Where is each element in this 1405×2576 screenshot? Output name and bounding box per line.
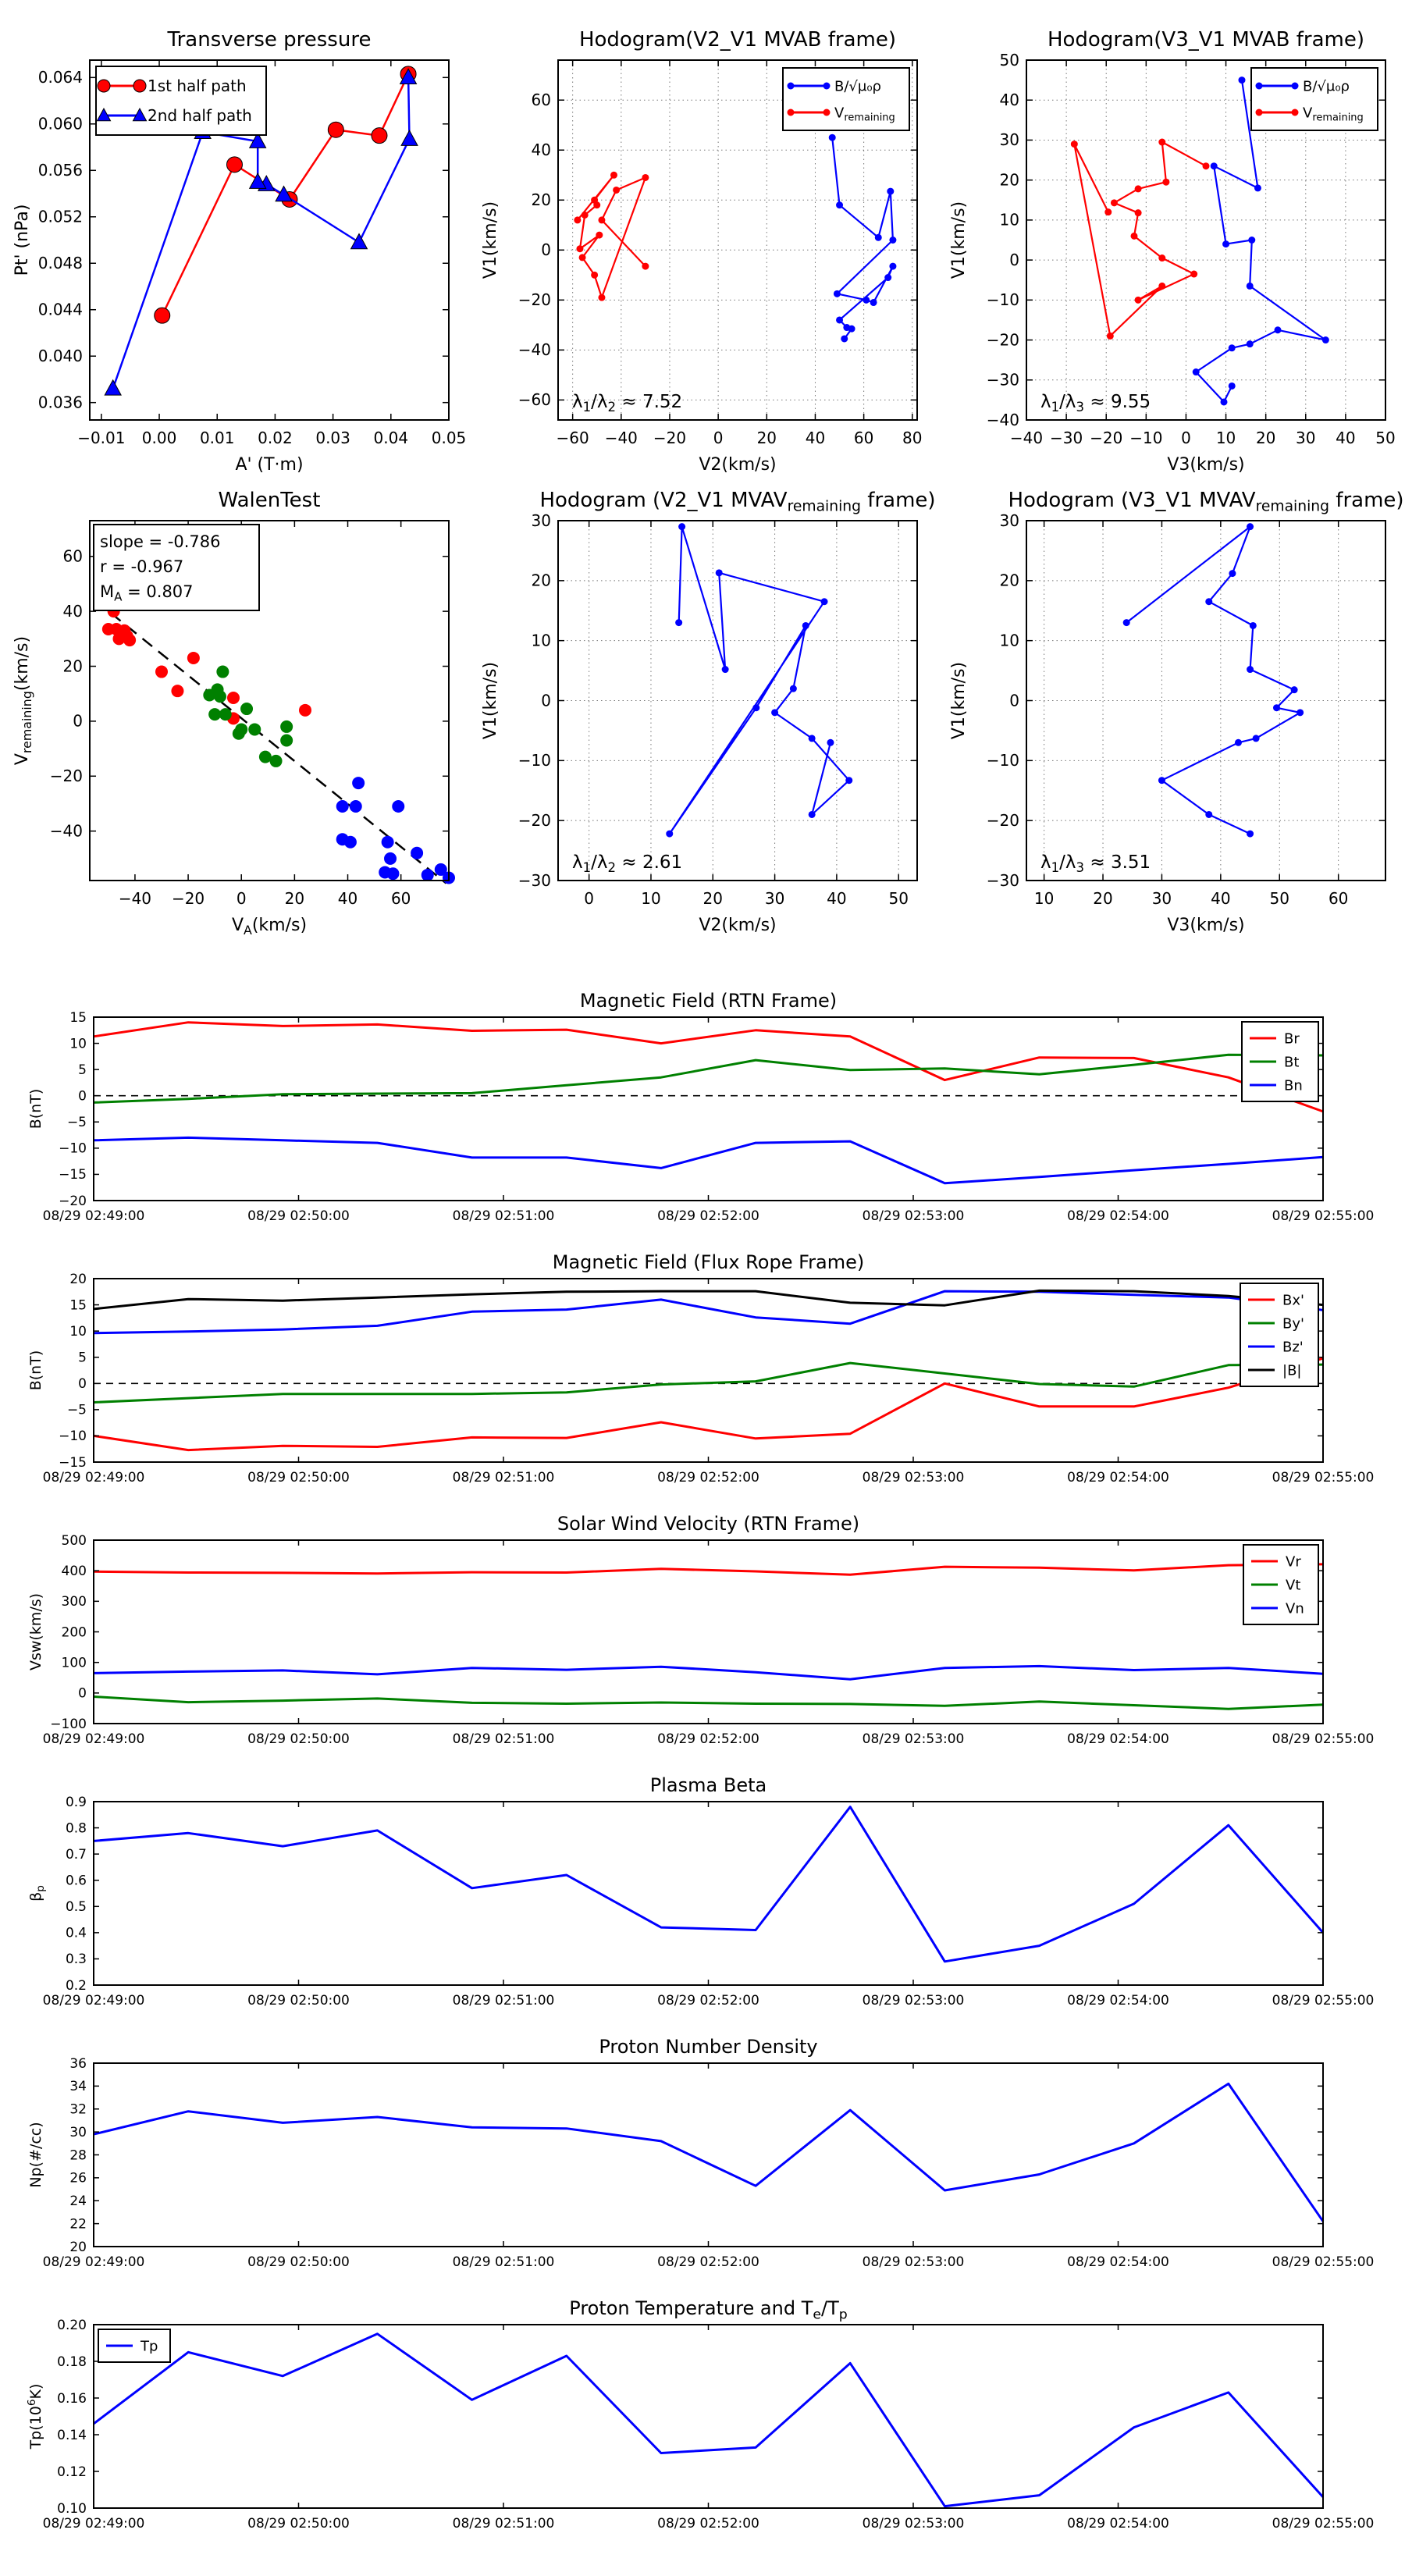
svg-text:0.056: 0.056 [37,161,83,180]
svg-text:34: 34 [69,2079,87,2095]
svg-text:Bt: Bt [1284,1054,1300,1071]
svg-text:0.02: 0.02 [258,429,293,447]
magnetic-field-flux-rope-panel [0,1241,1405,1503]
svg-text:5: 5 [78,1350,87,1366]
svg-text:10: 10 [69,1036,87,1052]
svg-text:08/29 02:51:00: 08/29 02:51:00 [452,1470,555,1485]
svg-text:A' (T·m): A' (T·m) [235,455,304,475]
svg-text:λ1/λ3 ≈ 9.55: $\lambda_1/\lambda_3 \approx 9.55$ [1040,392,1151,415]
svg-text:0.6: 0.6 [65,1873,87,1889]
svg-text:08/29 02:52:00: 08/29 02:52:00 [657,1731,759,1747]
svg-text:60: 60 [531,91,551,110]
svg-text:V3(km/s): V3(km/s) [1167,916,1245,935]
svg-text:50: 50 [888,889,909,908]
svg-text:0.05: 0.05 [431,429,467,447]
svg-text:30: 30 [69,2124,87,2140]
svg-text:Vr: Vr [1286,1553,1301,1571]
svg-text:20: 20 [69,2239,87,2255]
hodogram-v3v1-mvab-plot [937,12,1405,475]
proton-number-density-panel [0,2026,1405,2287]
svg-text:Bn: Bn [1284,1077,1303,1094]
svg-text:−20: −20 [1090,429,1123,447]
hodogram-v3v1-mvav-plot [937,472,1405,935]
svg-text:−30: −30 [518,870,551,890]
svg-text:36: 36 [69,2055,87,2072]
svg-text:−10: −10 [59,1429,87,1445]
svg-text:Magnetic Field (Flux Rope Fram: Magnetic Field (Flux Rope Frame) [552,1251,865,1273]
svg-text:WalenTest: WalenTest [218,489,321,512]
svg-text:08/29 02:49:00: 08/29 02:49:00 [42,1470,145,1485]
svg-text:30: 30 [1151,889,1172,908]
magnetic-field-rtn-panel [0,980,1405,1241]
svg-text:V1(km/s): V1(km/s) [949,661,969,740]
svg-text:22: 22 [69,2216,87,2233]
svg-text:−60: −60 [518,390,551,410]
svg-text:VA(km/s): $V_A(km/s)$ [231,916,308,938]
svg-text:20: 20 [531,190,551,210]
svg-text:Tp: Tp [140,2338,158,2355]
svg-text:−40: −40 [986,410,1019,429]
svg-text:40: 40 [827,889,847,908]
svg-text:60: 60 [853,429,874,447]
svg-text:20: 20 [62,656,83,676]
svg-text:20: 20 [1093,889,1113,908]
svg-text:0: 0 [78,1088,87,1105]
svg-text:−40: −40 [518,340,551,360]
svg-text:60: 60 [1328,889,1349,908]
hodogram-v2v1-mvav-plot [468,472,937,935]
svg-text:Vremaining(km/s): $V_{remaining}(km/s)$ [12,635,34,766]
svg-text:20: 20 [531,571,551,590]
svg-text:−10: −10 [59,1140,87,1157]
svg-text:20: 20 [1255,429,1276,447]
svg-text:βp: $\beta_p$ [27,1885,48,1902]
svg-text:Br: Br [1284,1030,1300,1048]
svg-text:08/29 02:50:00: 08/29 02:50:00 [247,1208,350,1224]
svg-text:−10: −10 [518,751,551,770]
svg-text:−40: −40 [118,889,152,908]
svg-text:0.7: 0.7 [65,1846,87,1863]
svg-text:08/29 02:52:00: 08/29 02:52:00 [657,1993,759,2008]
svg-text:08/29 02:54:00: 08/29 02:54:00 [1067,1208,1169,1224]
svg-text:−5: −5 [66,1402,87,1418]
svg-text:0.12: 0.12 [57,2464,87,2480]
svg-text:0.03: 0.03 [315,429,350,447]
svg-text:0.20: 0.20 [57,2317,87,2333]
svg-text:08/29 02:49:00: 08/29 02:49:00 [42,1993,145,2008]
svg-text:V1(km/s): V1(km/s) [481,201,500,279]
svg-text:B(nT): B(nT) [27,1350,44,1391]
svg-text:400: 400 [61,1563,87,1579]
svg-text:λ1/λ2 ≈ 2.61: $\lambda_1/\lambda_2 \approx 2.61$ [572,852,683,876]
svg-text:0: 0 [713,429,724,447]
svg-text:80: 80 [902,429,923,447]
svg-text:08/29 02:55:00: 08/29 02:55:00 [1272,2254,1375,2270]
svg-text:40: 40 [999,91,1019,110]
svg-text:Vremaining: $V_{remaining}$ [1303,105,1364,124]
svg-text:λ1/λ2 ≈ 7.52: $\lambda_1/\lambda_2 \approx 7.52$ [572,392,683,415]
svg-text:0.4: 0.4 [65,1925,87,1941]
svg-text:08/29 02:52:00: 08/29 02:52:00 [657,2254,759,2270]
svg-text:60: 60 [62,546,83,566]
svg-text:λ1/λ3 ≈ 3.51: $\lambda_1/\lambda_3 \approx 3.51$ [1040,852,1151,876]
svg-text:Transverse pressure: Transverse pressure [167,28,372,52]
svg-text:0: 0 [78,1376,87,1393]
svg-text:20: 20 [756,429,777,447]
walen-test-plot [0,472,468,938]
svg-text:30: 30 [764,889,785,908]
svg-text:0.2: 0.2 [65,1977,87,1994]
svg-text:10: 10 [531,631,551,650]
svg-text:30: 30 [999,130,1019,150]
svg-text:Vsw(km/s): Vsw(km/s) [27,1592,44,1671]
svg-text:Pt' (nPa): Pt' (nPa) [12,204,32,276]
svg-text:40: 40 [1336,429,1356,447]
svg-text:Np(#/cc): Np(#/cc) [27,2122,44,2188]
svg-text:10: 10 [1215,429,1236,447]
svg-text:0: 0 [236,889,247,908]
svg-text:40: 40 [337,889,358,908]
hodogram-v2v1-mvab-plot [468,12,937,475]
svg-text:−20: −20 [986,330,1019,350]
svg-text:V2(km/s): V2(km/s) [699,916,777,935]
svg-text:5: 5 [78,1062,87,1078]
svg-text:r = -0.967: r = -0.967 [100,557,184,576]
svg-text:10: 10 [641,889,661,908]
svg-text:Hodogram(V3_V1 MVAB frame): Hodogram(V3_V1 MVAB frame) [1047,28,1365,52]
svg-text:2nd half path: 2nd half path [148,106,252,125]
svg-text:−30: −30 [1050,429,1083,447]
svg-text:−100: −100 [50,1716,87,1732]
transverse-pressure-plot [0,12,468,475]
svg-text:100: 100 [61,1655,87,1671]
svg-text:Magnetic Field (RTN Frame): Magnetic Field (RTN Frame) [579,990,838,1012]
svg-text:30: 30 [999,511,1019,530]
svg-text:08/29 02:51:00: 08/29 02:51:00 [452,2516,555,2532]
svg-text:08/29 02:53:00: 08/29 02:53:00 [862,2254,965,2270]
svg-text:08/29 02:49:00: 08/29 02:49:00 [42,2254,145,2270]
svg-text:−0.01: −0.01 [77,429,126,447]
svg-text:0.3: 0.3 [65,1952,87,1968]
svg-text:20: 20 [999,170,1019,190]
svg-text:30: 30 [531,511,551,530]
svg-text:By': By' [1282,1315,1304,1332]
svg-text:50: 50 [999,50,1019,69]
svg-text:0.036: 0.036 [37,393,83,412]
svg-text:08/29 02:54:00: 08/29 02:54:00 [1067,1993,1169,2008]
svg-text:−10: −10 [986,290,1019,310]
svg-text:0: 0 [1009,250,1019,269]
svg-text:10: 10 [69,1323,87,1340]
svg-text:−20: −20 [653,429,687,447]
svg-text:0.01: 0.01 [199,429,235,447]
svg-text:Tp(106K): $Tp(10^6K)$ [25,2383,44,2450]
svg-text:20: 20 [284,889,305,908]
svg-text:−30: −30 [986,370,1019,390]
svg-text:−15: −15 [59,1454,87,1471]
svg-text:1st half path: 1st half path [148,76,247,95]
svg-text:08/29 02:52:00: 08/29 02:52:00 [657,1208,759,1224]
svg-text:28: 28 [69,2147,87,2164]
svg-text:20: 20 [999,571,1019,590]
svg-text:0: 0 [1009,691,1019,710]
svg-text:08/29 02:52:00: 08/29 02:52:00 [657,1470,759,1485]
svg-text:0.00: 0.00 [141,429,177,447]
svg-text:Hodogram (V3_V1 MVAVremaining: Hodogram (V3_V1 $MVAV_{remaining}$ frame) [1008,489,1404,515]
svg-text:B/√μ₀ρ: B/√μ₀ρ [834,78,881,95]
svg-text:B(nT): B(nT) [27,1088,44,1130]
svg-text:08/29 02:54:00: 08/29 02:54:00 [1067,2516,1169,2532]
svg-text:B/√μ₀ρ: B/√μ₀ρ [1303,78,1350,95]
svg-text:50: 50 [1375,429,1396,447]
svg-text:40: 40 [62,601,83,621]
svg-text:08/29 02:50:00: 08/29 02:50:00 [247,2516,350,2532]
svg-text:0: 0 [1181,429,1191,447]
svg-text:0.8: 0.8 [65,1820,87,1837]
svg-text:0.10: 0.10 [57,2500,87,2517]
svg-text:50: 50 [1269,889,1289,908]
svg-text:−20: −20 [986,810,1019,830]
svg-text:0: 0 [584,889,595,908]
svg-text:08/29 02:51:00: 08/29 02:51:00 [452,1731,555,1747]
svg-text:−10: −10 [1129,429,1163,447]
svg-text:Hodogram (V2_V1 MVAVremaining: Hodogram (V2_V1 $MVAV_{remaining}$ frame) [539,489,936,515]
svg-text:08/29 02:49:00: 08/29 02:49:00 [42,1208,145,1224]
plasma-beta-panel [0,1764,1405,2026]
svg-text:20: 20 [69,1271,87,1287]
svg-text:−20: −20 [49,767,83,786]
svg-text:15: 15 [69,1297,87,1314]
svg-text:0.060: 0.060 [37,114,83,133]
svg-text:08/29 02:52:00: 08/29 02:52:00 [657,2516,759,2532]
svg-text:08/29 02:55:00: 08/29 02:55:00 [1272,1208,1375,1224]
svg-text:−20: −20 [59,1193,87,1209]
svg-text:0.9: 0.9 [65,1794,87,1810]
svg-text:−20: −20 [518,810,551,830]
svg-text:MA = 0.807: $M_A = 0.807$ [100,582,194,604]
svg-text:Bx': Bx' [1282,1292,1304,1309]
svg-text:V3(km/s): V3(km/s) [1167,455,1245,475]
svg-text:40: 40 [1211,889,1231,908]
svg-text:V1(km/s): V1(km/s) [481,661,500,740]
svg-text:08/29 02:51:00: 08/29 02:51:00 [452,2254,555,2270]
svg-text:08/29 02:50:00: 08/29 02:50:00 [247,2254,350,2270]
svg-text:08/29 02:53:00: 08/29 02:53:00 [862,1731,965,1747]
svg-text:0.04: 0.04 [373,429,409,447]
svg-text:10: 10 [999,631,1019,650]
svg-text:0: 0 [78,1685,87,1702]
svg-text:08/29 02:55:00: 08/29 02:55:00 [1272,1470,1375,1485]
svg-text:0: 0 [541,240,551,260]
svg-text:0.18: 0.18 [57,2354,87,2370]
svg-text:10: 10 [1033,889,1055,908]
svg-text:08/29 02:50:00: 08/29 02:50:00 [247,1731,350,1747]
svg-text:08/29 02:51:00: 08/29 02:51:00 [452,1993,555,2008]
svg-text:|B|: |B| [1282,1362,1302,1379]
solar-wind-velocity-panel [0,1503,1405,1764]
svg-text:60: 60 [390,889,411,908]
svg-text:−10: −10 [986,751,1019,770]
svg-text:08/29 02:49:00: 08/29 02:49:00 [42,1731,145,1747]
svg-text:500: 500 [61,1532,87,1549]
svg-text:0.040: 0.040 [37,347,83,366]
svg-text:Proton Number Density: Proton Number Density [599,2036,818,2058]
svg-text:08/29 02:50:00: 08/29 02:50:00 [247,1470,350,1485]
svg-text:0.064: 0.064 [37,68,83,87]
svg-text:slope = -0.786: slope = -0.786 [100,532,221,551]
svg-text:08/29 02:54:00: 08/29 02:54:00 [1067,1470,1169,1485]
svg-text:08/29 02:54:00: 08/29 02:54:00 [1067,1731,1169,1747]
svg-text:08/29 02:51:00: 08/29 02:51:00 [452,1208,555,1224]
svg-text:24: 24 [69,2194,87,2210]
svg-text:08/29 02:49:00: 08/29 02:49:00 [42,2516,145,2532]
svg-text:Vn: Vn [1286,1600,1304,1617]
svg-text:30: 30 [1296,429,1316,447]
svg-text:08/29 02:55:00: 08/29 02:55:00 [1272,1731,1375,1747]
svg-text:−5: −5 [66,1115,87,1131]
svg-text:−40: −40 [49,821,83,841]
svg-text:−20: −20 [171,889,205,908]
svg-text:20: 20 [702,889,724,908]
svg-text:Plasma Beta: Plasma Beta [649,1774,767,1796]
svg-text:0.044: 0.044 [37,300,83,319]
svg-text:−40: −40 [1009,429,1044,447]
svg-text:Bz': Bz' [1282,1339,1304,1356]
svg-text:−30: −30 [986,870,1019,890]
svg-text:10: 10 [999,210,1019,229]
svg-text:08/29 02:53:00: 08/29 02:53:00 [862,1470,965,1485]
svg-text:0.5: 0.5 [65,1899,87,1916]
svg-text:0.14: 0.14 [57,2427,87,2443]
svg-text:−40: −40 [604,429,638,447]
svg-text:−60: −60 [556,429,589,447]
svg-text:26: 26 [69,2170,87,2186]
svg-text:0.052: 0.052 [37,207,83,226]
svg-text:0.16: 0.16 [57,2390,87,2407]
svg-text:300: 300 [61,1594,87,1610]
svg-text:08/29 02:55:00: 08/29 02:55:00 [1272,1993,1375,2008]
svg-text:32: 32 [69,2101,87,2118]
svg-text:V2(km/s): V2(km/s) [699,455,777,475]
svg-text:Hodogram(V2_V1 MVAB frame): Hodogram(V2_V1 MVAB frame) [578,28,897,52]
svg-text:15: 15 [69,1009,87,1026]
svg-text:08/29 02:53:00: 08/29 02:53:00 [862,2516,965,2532]
svg-text:0: 0 [541,691,551,710]
svg-text:40: 40 [805,429,826,447]
svg-text:08/29 02:54:00: 08/29 02:54:00 [1067,2254,1169,2270]
svg-text:08/29 02:55:00: 08/29 02:55:00 [1272,2516,1375,2532]
svg-text:08/29 02:53:00: 08/29 02:53:00 [862,1208,965,1224]
svg-text:V1(km/s): V1(km/s) [949,201,969,279]
svg-text:−15: −15 [59,1167,87,1183]
svg-text:Solar Wind Velocity (RTN Frame: Solar Wind Velocity (RTN Frame) [557,1513,860,1535]
svg-text:08/29 02:53:00: 08/29 02:53:00 [862,1993,965,2008]
proton-temperature-panel [0,2287,1405,2549]
svg-text:0.048: 0.048 [37,254,83,273]
svg-text:−20: −20 [518,290,551,310]
svg-text:Vremaining: $V_{remaining}$ [834,105,895,124]
svg-text:Proton Temperature and Te/Tp: Proton Temperature and $T_e/T_p$ [569,2297,848,2323]
svg-text:200: 200 [61,1624,87,1641]
svg-text:08/29 02:50:00: 08/29 02:50:00 [247,1993,350,2008]
svg-text:Vt: Vt [1286,1577,1301,1594]
svg-text:0: 0 [73,711,83,731]
svg-text:40: 40 [531,141,551,160]
